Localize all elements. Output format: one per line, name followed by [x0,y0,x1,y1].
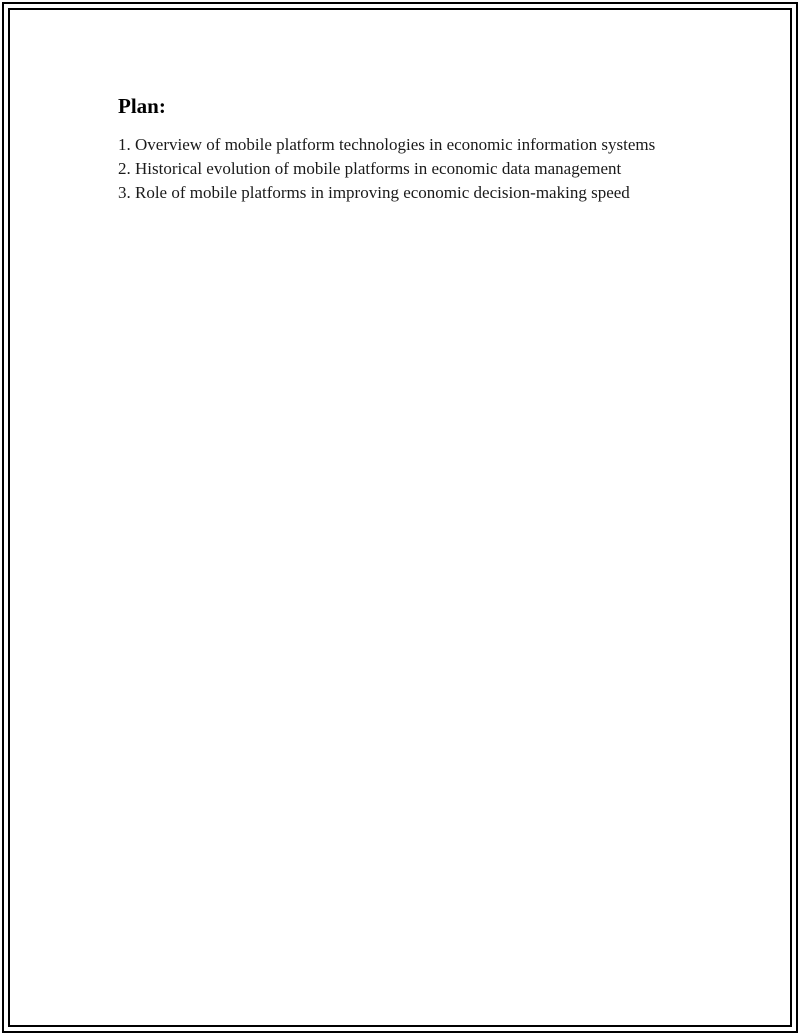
plan-list [118,133,678,205]
document-body [118,93,678,205]
plan-item-2: 2. Historical evolution of mobile platforms in economic data management [118,159,622,178]
plan-heading: Plan: [118,94,166,118]
plan-item-1: 1. Overview of mobile platform technologies in economic information systems [118,135,656,154]
plan-item-3: 3. Role of mobile platforms in improving economic decision-making speed [118,183,630,202]
